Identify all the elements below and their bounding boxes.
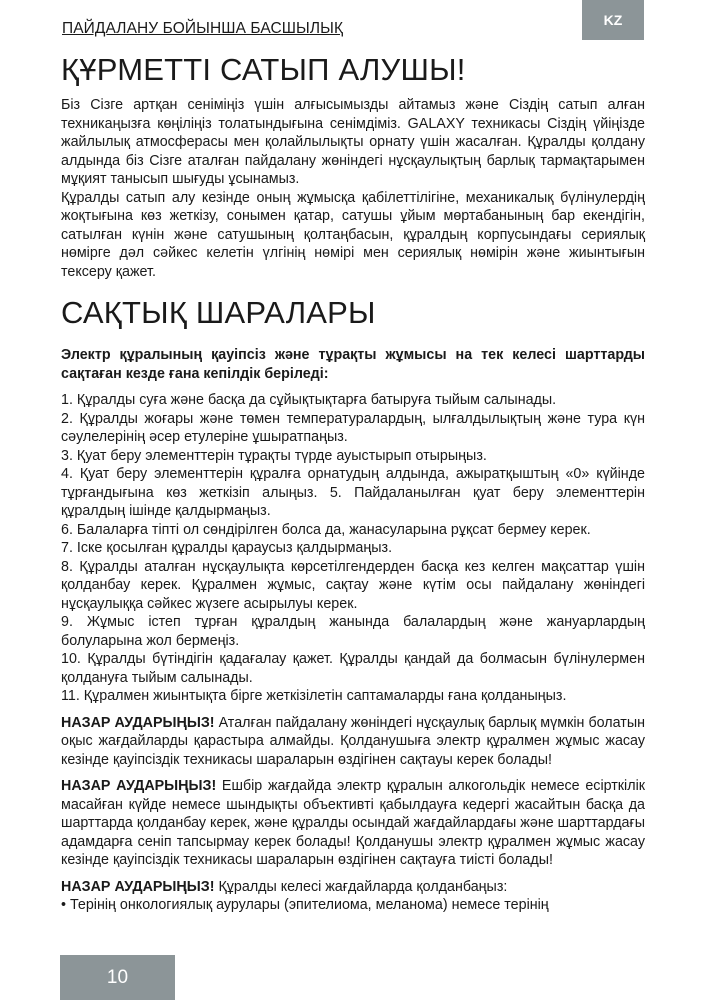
list-item: 9. Жұмыс істеп тұрған құралдың жанында балалардың және жануарлардың болуларына жол бермеңіз. (61, 614, 645, 649)
list-item: 1. Құралды суға және басқа да сұйықтықтарға батыруға тыйым салынады. (61, 392, 557, 408)
header-title: ПАЙДАЛАНУ БОЙЫНША БАСШЫЛЫҚ (62, 20, 344, 37)
warning-paragraph (61, 878, 645, 897)
page-number: 10 (60, 955, 175, 1000)
warning-label: НАЗАР АУДАРЫҢЫЗ! (61, 878, 215, 895)
safety-lead: Электр құралының қауіпсіз және тұрақты жұмысы на тек келесі шарттарды сақтаған кезде ғана кепілдік беріледі: (61, 347, 645, 382)
list-item: 2. Құралды жоғары және төмен температуралардың, ылғалдылықтың және тура күн сәулелерінің әсер етулеріне ұшыратпаңыз. (61, 410, 645, 445)
safety-heading: САҚТЫҚ ШАРАЛАРЫ (61, 295, 376, 330)
warning-label: НАЗАР АУДАРЫҢЫЗ! (61, 778, 217, 794)
warning-label: НАЗАР АУДАРЫҢЫЗ! (61, 714, 215, 731)
list-item: 8. Құралды аталған нұсқаулықта көрсетілгендерден басқа кез келген мақсаттар үшін қолданбау керек. Құралмен жұмыс, сақтау және күтім осы пайдалану жөніндегі нұсқаулыққа сәйкес жүзеге асырылуы керек. (61, 558, 645, 612)
warning-text: Ешбір жағдайда электр құралын алкогольдік немесе есірткілік масайған күйде немесе шындықты объективті қабылдауға кедергі жасайтын басқа да шарттарда қолданбау керек, және құралды осындай жағдайлардағы және шарттардағы адамдарға сеніп тапсырмау керек болады! Қолданушы электр құралмен жұмыс жасау кезінде қауіпсіздік техникасы шараларын өздігінен сақтауға тиісті болады! (61, 778, 646, 868)
safety-list (61, 391, 645, 706)
list-item: 10. Құралды бүтіндігін қадағалау қажет. Құралды қандай да болмасын бүлінулермен қолдануға тыйым салынады. (61, 651, 645, 686)
list-item: 7. Іске қосылған құралды қараусыз қалдырмаңыз. (61, 540, 393, 556)
purchase-check-paragraph: Құралды сатып алу кезінде оның жұмысқа қабілеттілігіне, механикалық бүлінулердің жоқтығына көз жеткізу, сонымен қатар, сатушы ұйым мөртабанының бар екендігін, сатылған күнін және сатушының қолтаңбасын, құралдың корпусындағы сериялық нөмірге дәл сәйкес келетін үлгінің нөмірі мен сериялық нөмірін және жиынтығын тексеру қажет. (61, 189, 645, 280)
language-badge: KZ (582, 0, 644, 40)
list-item: 4. Қуат беру элементтерін құралға орнатудың алдында, ажыратқыштың «0» күйінде тұрғандығына көз жеткізіп алыңыз. 5. Пайдаланылған қуат беру элементтерін құралдың ішінде қалдырмаңыз. (61, 466, 645, 519)
list-item: 11. Құралмен жиынтықта бірге жеткізілетін саптамаларды ғана қолданыңыз. (61, 688, 567, 704)
greeting-heading: ҚҰРМЕТТІ САТЫП АЛУШЫ! (61, 52, 466, 87)
warning-paragraph (61, 714, 645, 770)
warning-paragraph (61, 777, 645, 870)
main-content (61, 50, 645, 915)
intro-paragraph: Біз Сізге артқан сеніміңіз үшін алғысымызды айтамыз және Сіздің сатып алған техникаңызға көңіліңіз толатындығына сенімдіміз. GALAXY техникасы Сіздің үйіңізде жайлылық атмосферасы мен қолайлылықты орнату үшін жасалған. Құралды қолдану алдында біз Сізге аталған пайдалану жөніндегі нұсқаулықтың барлық тармақтарымен мұқият танысып шығуды ұсынамыз. (61, 97, 645, 187)
bullet-item: • Терінің онкологиялық аурулары (эпителиома, меланома) немесе терінің (61, 897, 549, 913)
list-item: 6. Балаларға тіпті ол сөндірілген болса да, жанасуларына рұқсат бермеу керек. (61, 521, 591, 538)
list-item: 3. Қуат беру элементтерін тұрақты түрде ауыстырып отырыңыз. (61, 447, 487, 464)
warning-text: Құралды келесі жағдайларда қолданбаңыз: (214, 878, 508, 895)
warning-text: Аталған пайдалану жөніндегі нұсқаулық барлық мүмкін болатын оқыс жағдайларды қарастыра алмайды. Қолданушыға электр құралмен жұмыс жасау кезінде қауіпсіздік техникасы шараларын өздігінен сақтауы керек болады! (61, 714, 646, 768)
